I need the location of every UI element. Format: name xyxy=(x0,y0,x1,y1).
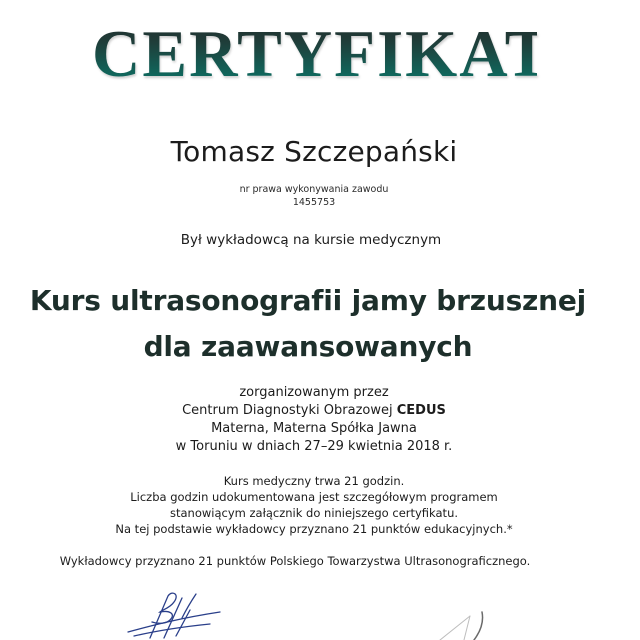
license-number: 1455753 xyxy=(292,197,336,208)
society-points: Wykładowcy przyznano 21 punktów Polskiego Towarzystwa Ultrasonograficznego. xyxy=(59,554,531,568)
license-label: nr prawa wykonywania zawodu xyxy=(239,184,389,195)
course-title-line-1: Kurs ultrasonografii jamy brzusznej xyxy=(29,284,587,317)
organizer-block xyxy=(0,384,628,456)
hours-documentation-2: stanowiącym załącznik do niniejszego certyfikatu. xyxy=(169,506,459,520)
organizer-center xyxy=(0,402,628,420)
organizer-place-dates: w Toruniu w dniach 27–29 kwietnia 2018 r. xyxy=(175,439,453,454)
hours-documentation-1: Liczba godzin udokumentowana jest szczegółowym programem xyxy=(130,490,498,504)
organizer-company: Materna, Materna Spółka Jawna xyxy=(211,421,417,436)
course-details xyxy=(0,473,628,537)
education-points: Na tej podstawie wykładowcy przyznano 21 punktów edukacyjnych.* xyxy=(115,522,513,536)
certificate-title: CERTYFIKAT xyxy=(92,14,537,94)
organizer-brand: CEDUS xyxy=(396,403,446,418)
recipient-name: Tomasz Szczepański xyxy=(170,135,458,168)
course-title-line-2: dla zaawansowanych xyxy=(143,330,473,363)
signature-icon xyxy=(430,608,510,640)
role-statement: Był wykładowcą na kursie medycznym xyxy=(180,232,442,248)
signature-icon xyxy=(120,590,230,640)
course-title xyxy=(0,278,616,370)
organizer-center-name: Centrum Diagnostyki Obrazowej xyxy=(182,403,393,418)
organizer-intro: zorganizowanym przez xyxy=(239,385,389,400)
course-duration: Kurs medyczny trwa 21 godzin. xyxy=(223,474,405,488)
